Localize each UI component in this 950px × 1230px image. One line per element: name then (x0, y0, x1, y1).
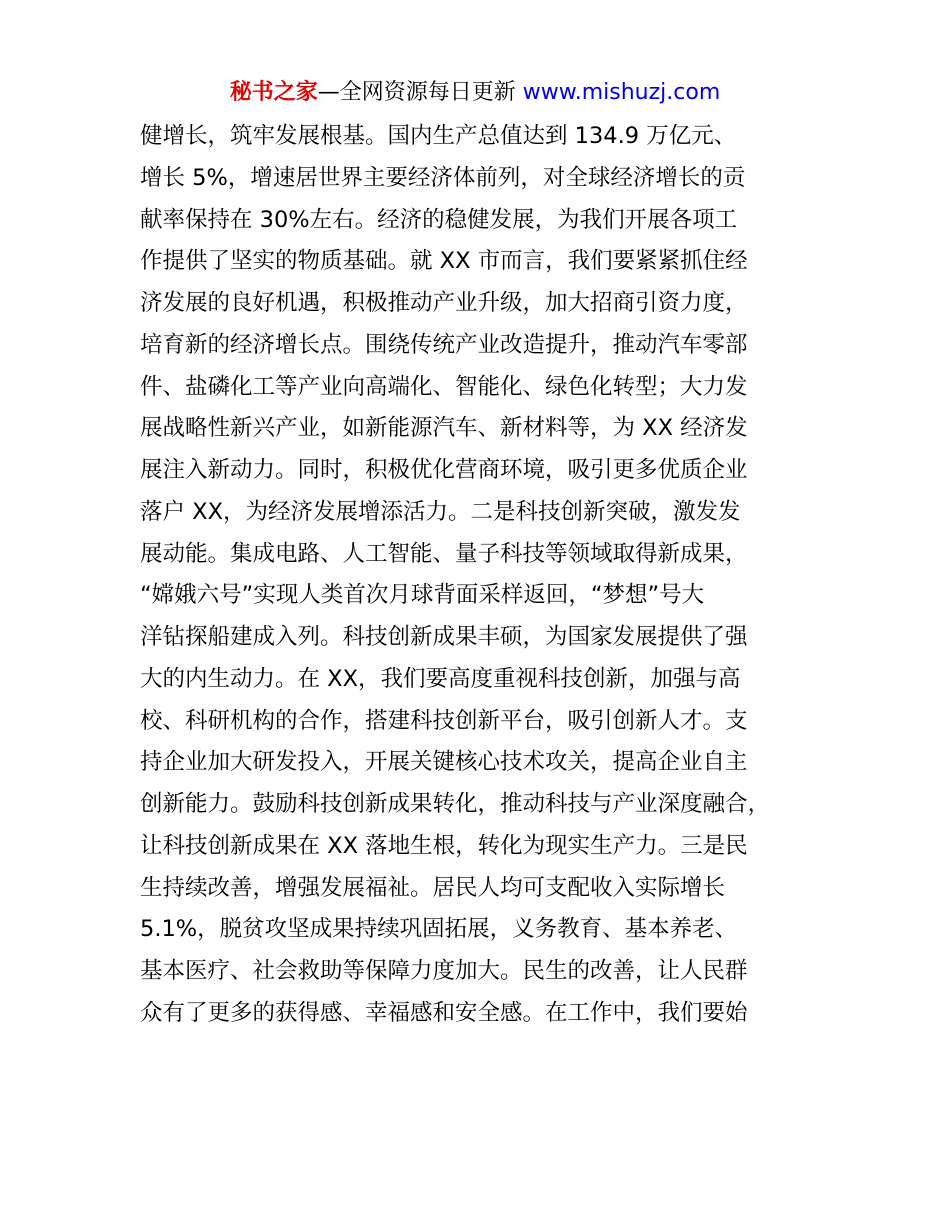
text-line: 增长 5%，增速居世界主要经济体前列，对全球经济增长的贡 (140, 164, 746, 191)
text-line: “嫦娥六号”实现人类首次月球背面采样返回，“梦想”号大 (140, 582, 705, 609)
text-line: 5.1%，脱贫攻坚成果持续巩固拓展，义务教育、基本养老、 (140, 916, 738, 943)
text-line: 培育新的经济增长点。围绕传统产业改造提升，推动汽车零部 (140, 331, 748, 358)
text-line: 展战略性新兴产业，如新能源汽车、新材料等，为 XX 经济发 (140, 415, 748, 442)
brand-name: 秘书之家 (229, 80, 318, 105)
text-line: 济发展的良好机遇，积极推动产业升级，加大招商引资力度， (140, 290, 748, 316)
text-line: 持企业加大研发投入，开展关键核心技术攻关，提高企业自主 (140, 749, 748, 776)
text-line: 众有了更多的获得感、幸福感和安全感。在工作中，我们要始 (140, 999, 748, 1026)
text-line: 生持续改善，增强发展福祉。居民人均可支配收入实际增长 (140, 874, 726, 901)
text-line: 基本医疗、社会救助等保障力度加大。民生的改善，让人民群 (140, 958, 748, 984)
text-line: 落户 XX，为经济发展增添活力。二是科技创新突破，激发发 (140, 498, 741, 525)
text-line: 校、科研机构的合作，搭建科技创新平台，吸引创新人才。支 (140, 707, 748, 734)
text-line: 洋钻探船建成入列。科技创新成果丰硕，为国家发展提供了强 (140, 624, 748, 650)
body-paragraph (140, 116, 820, 1035)
text-line: 展注入新动力。同时，积极优化营商环境，吸引更多优质企业 (140, 457, 748, 483)
site-url-link[interactable]: www.mishuzj.com (522, 80, 721, 105)
text-line: 让科技创新成果在 XX 落地生根，转化为现实生产力。三是民 (140, 832, 748, 859)
text-line: 件、盐磷化工等产业向高端化、智能化、绿色化转型；大力发 (140, 373, 748, 400)
text-line: 展动能。集成电路、人工智能、量子科技等领域取得新成果， (140, 540, 748, 567)
text-line: 献率保持在 30%左右。经济的稳健发展，为我们开展各项工 (140, 206, 738, 233)
page-header (0, 78, 950, 108)
text-line: 作提供了坚实的物质基础。就 XX 市而言，我们要紧紧抓住经 (140, 248, 748, 275)
header-tagline: —全网资源每日更新 (317, 80, 523, 105)
text-line: 健增长，筑牢发展根基。国内生产总值达到 134.9 万亿元、 (140, 123, 737, 149)
text-line: 创新能力。鼓励科技创新成果转化，推动科技与产业深度融合， (140, 791, 771, 817)
text-line: 大的内生动力。在 XX，我们要高度重视科技创新，加强与高 (140, 665, 741, 692)
